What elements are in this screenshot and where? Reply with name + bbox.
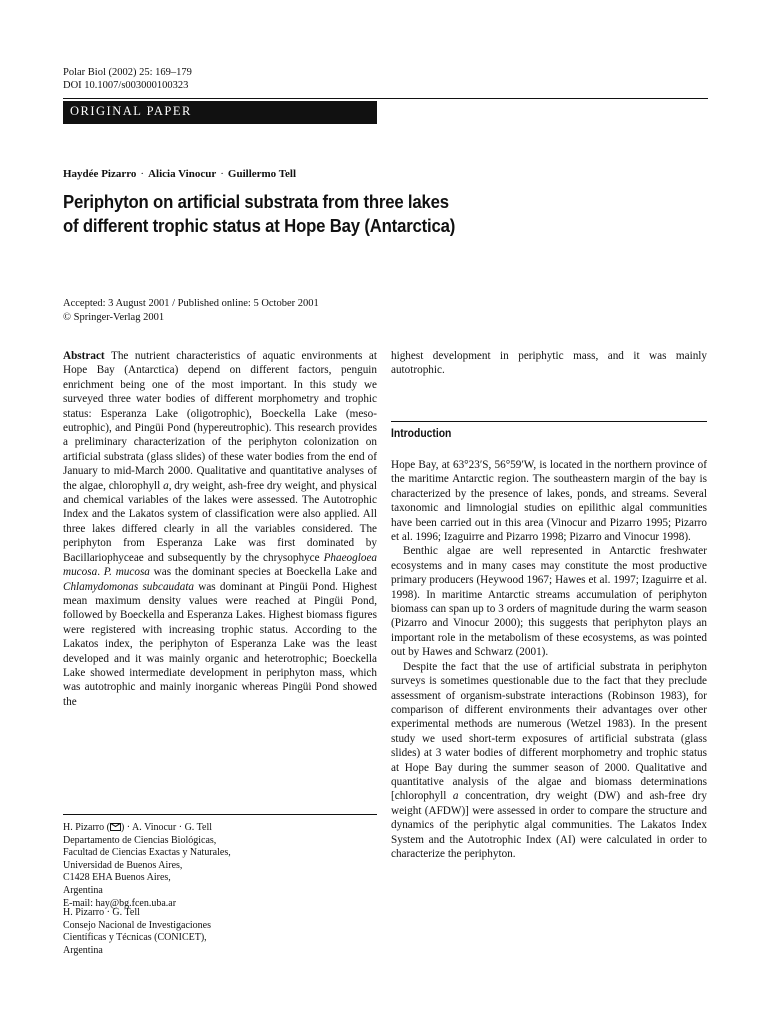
header-rule [63,98,708,99]
journal-citation [63,66,192,92]
author-separator: · [140,168,145,180]
species-name: Phaeogloea mucosa [63,551,377,579]
paper-type-banner: ORIGINAL PAPER [63,101,377,124]
affiliation-line: Consejo Nacional de Investigaciones [63,919,212,931]
affiliation-line: Argentina [63,884,103,896]
affiliation-authors: H. Pizarro ( ) · A. Vinocur · G. Tell [63,822,213,833]
copyright-line: © Springer-Verlag 2001 [63,312,165,323]
affiliation-block [63,822,377,910]
affiliation-authors: H. Pizarro · G. Tell [63,907,140,918]
affiliation-line: Facultad de Ciencias Exactas y Naturales, [63,847,231,859]
author-separator: · [220,168,224,180]
author-list [63,168,296,180]
affiliation-line: Argentina [63,944,103,956]
affiliation-line: C1428 EHA Buenos Aires, [63,872,171,884]
affiliation-block [63,907,377,957]
email-line[interactable]: E-mail: hay@bg.fcen.uba.ar [63,897,177,909]
doi-line: DOI 10.1007/s003000100323 [63,80,189,91]
affiliation-line: Científicas y Técnicas (CONICET), [63,932,207,944]
author-name: Guillermo Tell [227,168,297,180]
publication-dates [63,297,319,325]
accepted-published-line: Accepted: 3 August 2001 / Published online: 5 October 2001 [63,298,319,309]
intro-paragraph: Benthic algae are well represented in Antarctic freshwater ecosystems and in many cases may constitute the most productive primary producers (Heywood 1967; Hawes et al. 1997; Izaguirre et al. 1998). In maritime Antarctic streams accumulation of periphyton biomass can span up to 3 orders of magnitude during the warm season (Pizarro and Vinocur 2000); this suggests that periphyton plays an important role in the metabolism of these ecosystems, as was pointed out by Hawes and Schwarz (2001). [391,545,707,659]
section-rule [391,421,707,422]
affiliation-line: Universidad de Buenos Aires, [63,859,183,871]
author-name: Alicia Vinocur [148,168,217,180]
abstract-continuation: highest development in periphytic mass, and it was mainly autotrophic. [391,350,707,377]
intro-paragraph: Despite the fact that the use of artificial substrata in periphyton surveys is sometimes questionable due to the fact that they preclude assessment of organism-substrate interactions (Robinson 1983), for comparison of different environments their advantages over other experimental methods are numerous (Wetzel 1983). In the present study we used short-term exposures of artificial substrata (glass slides) at 3 water bodies of different morphometry and trophic status at Hope Bay during the summer season of 2000. Qualitative and quantitative analysis of the algae and biomass determinations [chlorophyll a concentration, dry weight (DW) and ash-free dry weight (AFDW)] were assessed in order to compare the structure and dynamics of the periphytic algal communities. The Lakatos Index System and the Autotrophic Index (AI) were calculated in order to characterize the periphyton. [391,660,707,860]
title-line: of different trophic status at Hope Bay (Antarctica) [63,216,456,236]
abstract-paragraph: Abstract The nutrient characteristics of aquatic environments at Hope Bay (Antarctica) depend on different factors, penguin enrichment being one of the most important. In this study we surveyed three water bodies of different morphometry and trophic status: Esperanza Lake (oligotrophic), Boeckella Lake (meso-eutrophic), and Pingüi Pond (hypereutrophic). This research provides a preliminary characterization of the periphyton colonization on artificial substrata (glass slides) of these water bodies from the end of January to mid-March 2000. Qualitative and quantitative analyses of the algae, chlorophyll a, dry weight, ash-free dry weight, and physical and chemical variables of the lakes were assessed. The Autotrophic Index and the Lakatos system of classification were also applied. All three lakes differed clearly in all the variables considered. The periphyton from Esperanza Lake was first dominated by Bacillariophyceae and subsequently by the chrysophyce Phaeogloea mucosa. P. mucosa was the dominant species at Boeckella Lake and Chlamydomonas subcaudata was dominant at Pingüi Pond. Highest mean maximum density values were reached at Pingüi Pond, followed by Boeckella and Esperanza Lakes. Highest biomass figures were registered with increasing trophic status. According to the Lakatos index, the periphyton of Esperanza Lake was the least developed and it was mainly organic and heterotrophic; Boeckella Lake showed intermediate development in periphyton mass, which was autotrophic and mainly inorganic whereas Pingüi Pond showed the [63,350,378,708]
abstract-label: Abstract [63,350,105,362]
species-name: P. mucosa [103,566,150,579]
author-name: Haydée Pizarro [63,168,137,180]
introduction-body [391,458,707,861]
introduction-heading: Introduction [391,428,452,440]
title-line: Periphyton on artificial substrata from three lakes [63,192,449,212]
abstract-section [63,349,377,709]
intro-paragraph: Hope Bay, at 63°23′S, 56°59′W, is located in the northern province of the maritime Antarctic region. The southeastern margin of the bay is characterized by the presence of lakes, ponds, and streams. Several taxonomic and limnologial studies on epilithic algal communities have been carried out in this area (Vinocur and Pizarro 1995; Pizarro et al. 1996; Izaguirre and Pizarro 1998; Pizarro and Vinocur 1998). [391,459,707,544]
journal-line: Polar Biol (2002) 25: 169–179 [63,67,192,78]
envelope-icon [110,823,121,831]
affiliation-line: Departamento de Ciencias Biológicas, [63,834,217,846]
paper-title [63,190,584,238]
footnote-rule [63,814,377,815]
species-name: Chlamydomonas subcaudata [63,580,195,593]
